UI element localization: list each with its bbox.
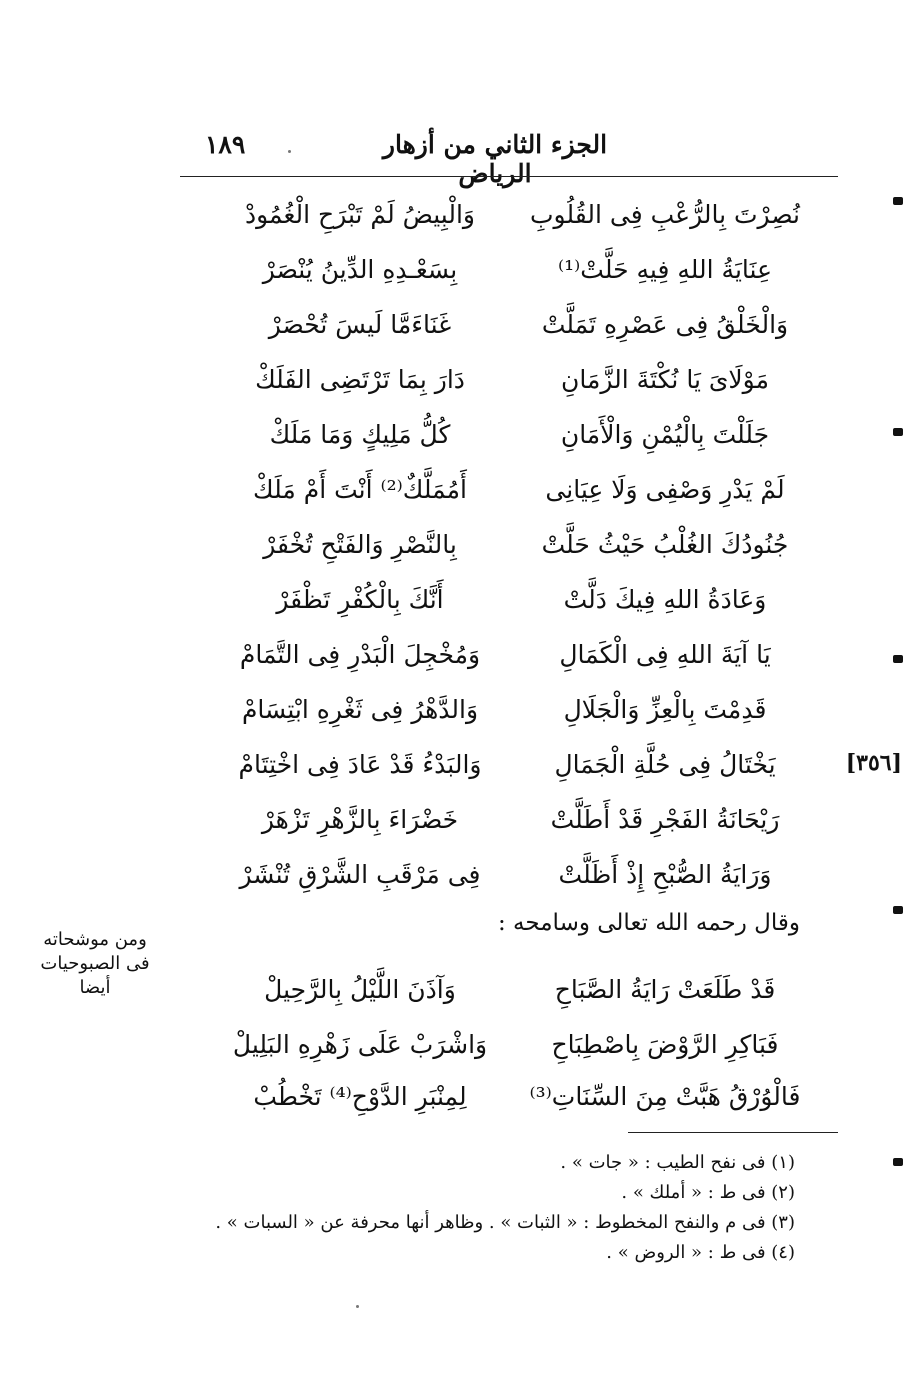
verse-first-hemistich: فَبَاكِرِ الرَّوْضَ بِاصْطِبَاحِ — [551, 1030, 779, 1059]
poem-intro-line: وقال رحمه الله تعالى وسامحه : — [498, 910, 800, 936]
margin-note-line: فى الصبوحيات — [40, 953, 150, 974]
verse-line — [180, 965, 810, 1015]
verse-second-hemistich: لِمِنْبَرِ الدَّوْحِ⁽⁴⁾ تَخْطُبْ — [253, 1082, 467, 1111]
verse-second-hemistich: أَمُمَلَّكٌ⁽²⁾ أَنْتَ أَمْ مَلَكْ — [253, 475, 467, 504]
verse-second-hemistich: أَنَّكَ بِالْكُفْرِ تَظْفَرْ — [276, 585, 444, 614]
verse-second-hemistich: بِالنَّصْرِ وَالفَتْحِ تُخْفَرْ — [263, 530, 457, 559]
footnote: (٢) فى ط : « أملك » . — [621, 1182, 795, 1203]
verse-second-hemistich: وَاشْرَبْ عَلَى زَهْرِهِ البَلِيلْ — [232, 1030, 488, 1059]
verse-first-hemistich: لَمْ يَدْرِ وَصْفِى وَلَا عِيَانِى — [545, 475, 785, 504]
verse-line — [180, 795, 810, 845]
margin-mark — [893, 1158, 903, 1166]
verse-line — [180, 630, 810, 680]
header-rule — [180, 176, 838, 177]
verse-line — [180, 1072, 810, 1122]
verse-first-hemistich: وَعَادَةُ اللهِ فِيكَ دَلَّتْ — [563, 585, 767, 614]
verse-first-hemistich: قَدِمْتَ بِالْعِزِّ وَالْجَلَالِ — [563, 695, 767, 724]
verse-second-hemistich: وَالدَّهْرُ فِى ثَغْرِهِ ابْتِسَامْ — [241, 695, 479, 724]
verse-line — [180, 740, 810, 790]
verse-first-hemistich: وَرَايَةُ الصُّبْحِ إِذْ أَظَلَّتْ — [558, 860, 772, 889]
verse-line — [180, 850, 810, 900]
margin-mark — [893, 906, 903, 914]
page-number: ١٨٩ — [205, 130, 246, 159]
verse-first-hemistich: نُصِرْتَ بِالرُّعْبِ فِى القُلُوبِ — [530, 200, 800, 229]
verse-line — [180, 575, 810, 625]
verse-first-hemistich: عِنَايَةُ اللهِ فِيهِ حَلَّتْ⁽¹⁾ — [557, 255, 772, 284]
verse-second-hemistich: وَالْبِيضُ لَمْ تَبْرَحِ الْغُمُودْ — [244, 200, 475, 229]
verse-second-hemistich: بِسَعْـدِهِ الدِّينُ يُنْصَرْ — [262, 255, 458, 284]
verse-second-hemistich: كُلُّ مَلِيكٍ وَمَا مَلَكْ — [269, 420, 451, 449]
verse-second-hemistich: وَالبَدْءُ قَدْ عَادَ فِى اخْتِتَامْ — [238, 750, 482, 779]
verse-line — [180, 685, 810, 735]
verse-first-hemistich: يَا آيَةَ اللهِ فِى الْكَمَالِ — [559, 640, 771, 669]
footnote: (٣) فى م والنفح المخطوط : « الثبات » . وظاهر أنها محرفة عن « السبات » . — [215, 1212, 795, 1233]
verse-line — [180, 410, 810, 460]
verse-first-hemistich: جُنُودُكَ الغُلْبُ حَيْثُ حَلَّتْ — [541, 530, 789, 559]
verse-second-hemistich: فِى مَرْقَبِ الشَّرْقِ تُنْشَرْ — [239, 860, 481, 889]
print-speck — [356, 1305, 359, 1308]
margin-mark — [893, 197, 903, 205]
verse-line — [180, 245, 810, 295]
verse-first-hemistich: مَوْلَاىَ يَا نُكْتَةَ الزَّمَانِ — [561, 365, 769, 394]
verse-first-hemistich: رَيْحَانَةُ الفَجْرِ قَدْ أَطَلَّتْ — [550, 805, 780, 834]
verse-second-hemistich: غَنَاءَمَّا لَيسَ تُحْصَرْ — [268, 310, 452, 339]
margin-mark — [893, 428, 903, 436]
margin-page-reference: [٣٥٦] — [845, 750, 902, 776]
verse-first-hemistich: يَخْتَالُ فِى حُلَّةِ الْجَمَالِ — [554, 750, 776, 779]
verse-line — [180, 355, 810, 405]
verse-second-hemistich: دَارَ بِمَا تَرْتَضِى الفَلَكْ — [255, 365, 465, 394]
verse-second-hemistich: وَمُخْجِلَ الْبَدْرِ فِى التَّمَامْ — [239, 640, 481, 669]
margin-note-line: أيضا — [79, 977, 111, 998]
verse-second-hemistich: خَضْرَاءَ بِالزَّهْرِ تَزْهَرْ — [261, 805, 459, 834]
verse-line — [180, 190, 810, 240]
verse-line — [180, 1020, 810, 1070]
verse-first-hemistich: فَالْوُرْقُ هَبَّتْ مِنَ السِّنَاتِ⁽³⁾ — [529, 1082, 801, 1111]
margin-note — [20, 928, 170, 1000]
margin-note-line: ومن موشحاته — [43, 929, 147, 950]
print-speck — [288, 150, 291, 153]
verse-first-hemistich: وَالْخَلْقُ فِى عَصْرِهِ تَمَلَّتْ — [541, 310, 789, 339]
verse-line — [180, 300, 810, 350]
footnote-rule — [628, 1132, 838, 1133]
verse-second-hemistich: وَآذَنَ اللَّيْلُ بِالرَّحِيلْ — [264, 975, 456, 1004]
footnote: (١) فى نفح الطيب : « جات » . — [560, 1152, 795, 1173]
footnote: (٤) فى ط : « الروض » . — [606, 1242, 795, 1263]
running-header-title: الجزء الثاني من أزهار الرياض — [382, 130, 608, 188]
verse-first-hemistich: قَدْ طَلَعَتْ رَايَةُ الصَّبَاحِ — [554, 975, 776, 1004]
verse-line — [180, 465, 810, 515]
verse-first-hemistich: جَلَلْتَ بِالْيُمْنِ وَالْأَمَانِ — [560, 420, 770, 449]
margin-mark — [893, 655, 903, 663]
verse-line — [180, 520, 810, 570]
